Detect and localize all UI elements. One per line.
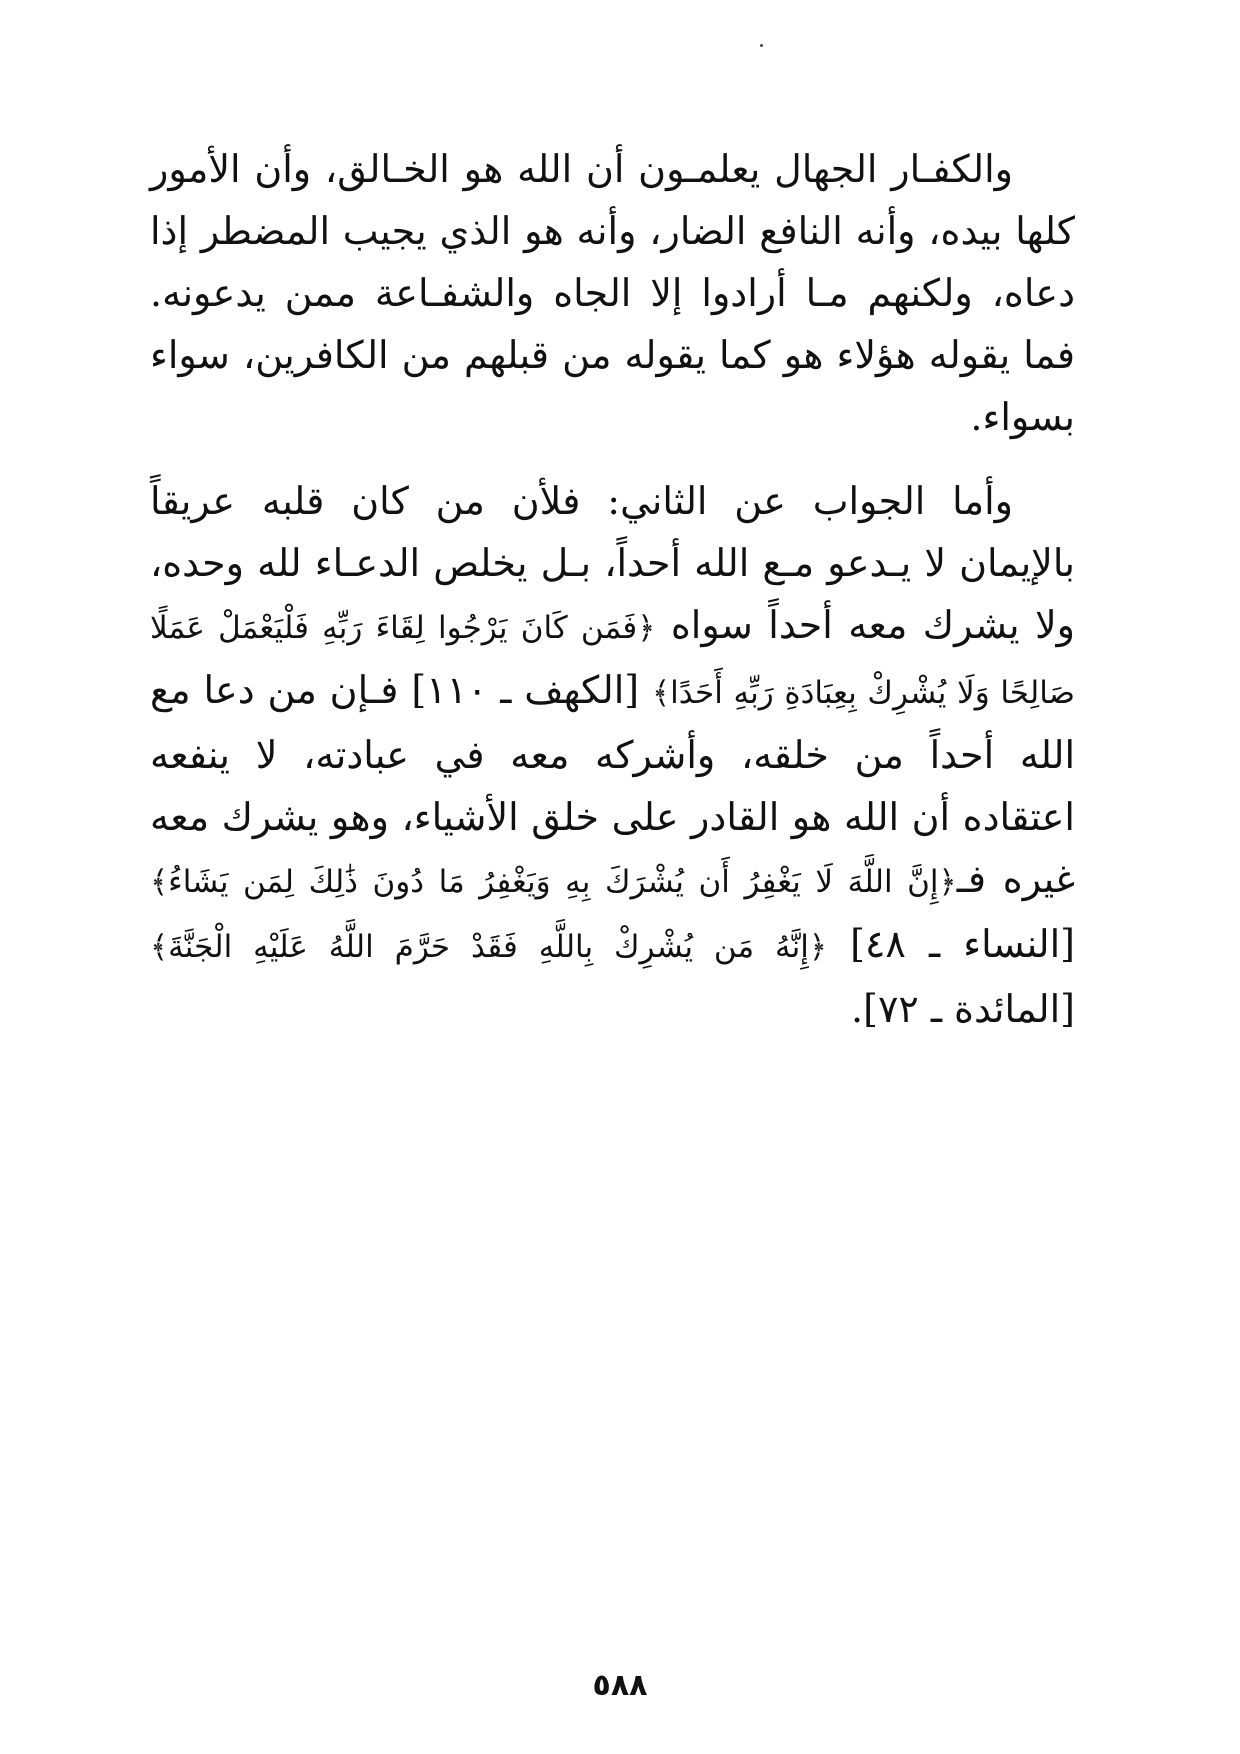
paragraph-2 [150,470,1075,1040]
body-text [150,138,1075,1062]
quran-verse-kahf: ﴿فَمَن كَانَ يَرْجُوا لِقَاءَ رَبِّهِ فَلْيَعْمَلْ عَمَلًا صَالِحًا وَلَا يُشْرِكْ بِعِبَادَةِ رَبِّهِ أَحَدًا﴾ [150,610,1075,711]
quran-verse-nisa: ﴿إِنَّ اللَّهَ لَا يَغْفِرُ أَن يُشْرَكَ بِهِ وَيَغْفِرُ مَا دُونَ ذَٰلِكَ لِمَن يَشَاءُ﴾ [150,864,957,900]
citation-maidah: [المائدة ـ ٧٢]. [851,987,1075,1031]
paragraph-1 [150,138,1075,448]
paragraph-text: [الكهف ـ ١١٠] فـإن من دعا مع الله أحداً من خلقه، وأشركه معه في عبادته، لا ينفعه اعتقاده أن الله هو القادر على خلق الأشياء، وهو يشرك معه غيره فـ [150,668,1075,901]
citation-nisa: [النساء ـ ٤٨] [827,922,1075,966]
quran-verse-maidah: ﴿إِنَّهُ مَن يُشْرِكْ بِاللَّهِ فَقَدْ حَرَّمَ اللَّهُ عَلَيْهِ الْجَنَّةَ﴾ [150,929,828,965]
page-number: ٥٨٨ [592,1668,648,1703]
paragraph-text: والكفـار الجهال يعلمـون أن الله هو الخـالق، وأن الأمور كلها بيده، وأنه النافع الضار، وأنه هو الذي يجيب المضطر إذا دعاه، ولكنهم مـا أرادوا إلا الجاه والشفـاعة ممن يدعونه. فما يقوله هؤلاء هو كما يقوله من قبلهم من الكافرين، سواء بسواء. [150,147,1075,439]
paragraph-text: وأما الجواب عن الثاني: فلأن من كان قلبه عريقاً بالإيمان لا يـدعو مـع الله أحداً، بـل يخلص الدعـاء لله وحده، ولا يشرك معه أحداً سواه [150,479,1075,647]
scan-speck [760,44,763,47]
